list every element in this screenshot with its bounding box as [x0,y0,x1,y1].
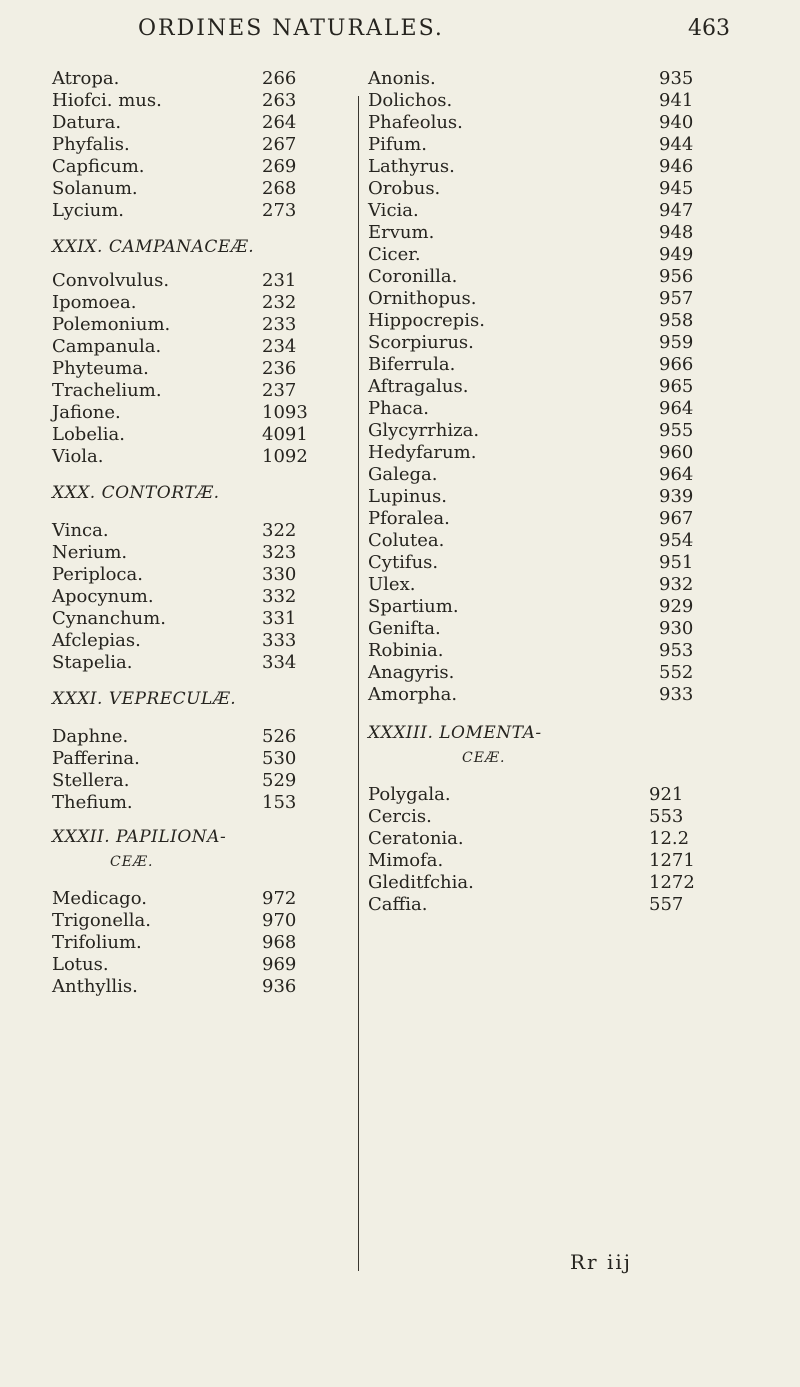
genus-name: Ulex. [368,574,416,595]
genus-entry [52,424,342,446]
genus-name: Polemonium. [52,314,171,335]
genus-number: 965 [659,376,694,397]
genus-name: Stapelia. [52,652,133,673]
genus-name: Hippocrepis. [368,310,485,331]
genus-name: Lathyrus. [368,156,455,177]
genus-name: Hedyfarum. [368,442,477,463]
genus-entry [368,332,743,354]
genus-entry [52,630,342,652]
genus-name: Cicer. [368,244,421,265]
genus-name: Phafeolus. [368,112,463,133]
genus-number: 333 [262,630,297,651]
genus-entry [368,530,743,552]
genus-name: Dolichos. [368,90,453,111]
genus-entry [368,90,743,112]
genus-name: Cynanchum. [52,608,166,629]
genus-list [52,520,342,674]
genus-entry [52,380,342,402]
genus-entry [368,850,743,872]
genus-entry [52,954,342,976]
genus-entry [368,200,743,222]
genus-number: 930 [659,618,694,639]
genus-name: Afclepias. [52,630,141,651]
genus-number: 330 [262,564,297,585]
genus-number: 968 [262,932,297,953]
genus-number: 966 [659,354,694,375]
order-heading-continuation: CEÆ. [110,854,154,870]
genus-number: 935 [659,68,694,89]
genus-entry [52,564,342,586]
genus-number: 972 [262,888,297,909]
genus-name: Convolvulus. [52,270,170,291]
genus-entry [368,894,743,916]
genus-name: Mimofa. [368,850,444,871]
genus-entry [368,574,743,596]
genus-entry [368,288,743,310]
genus-entry [368,134,743,156]
genus-name: Lycium. [52,200,125,221]
genus-name: Spartium. [368,596,459,617]
genus-entry [52,112,342,134]
genus-name: Scorpiurus. [368,332,474,353]
genus-number: 232 [262,292,297,313]
genus-name: Atropa. [52,68,120,89]
genus-number: 948 [659,222,694,243]
genus-name: Caffia. [368,894,428,915]
genus-name: Gleditfchia. [368,872,474,893]
genus-entry [368,266,743,288]
genus-number: 933 [659,684,694,705]
genus-number: 263 [262,90,297,111]
genus-number: 959 [659,332,694,353]
genus-number: 970 [262,910,297,931]
genus-entry [368,112,743,134]
genus-number: 921 [649,784,684,805]
genus-entry [368,596,743,618]
genus-number: 957 [659,288,694,309]
genus-number: 967 [659,508,694,529]
genus-entry [368,618,743,640]
genus-number: 936 [262,976,297,997]
order-heading: XXXII. PAPILIONA- [52,827,227,847]
genus-number: 1093 [262,402,308,423]
genus-name: Anagyris. [368,662,455,683]
genus-entry [52,770,342,792]
genus-number: 264 [262,112,297,133]
genus-entry [368,662,743,684]
genus-entry [368,156,743,178]
genus-name: Periploca. [52,564,143,585]
genus-number: 945 [659,178,694,199]
order-heading-continuation: CEÆ. [462,750,506,766]
genus-entry [52,68,342,90]
genus-number: 944 [659,134,694,155]
genus-entry [52,726,342,748]
genus-number: 530 [262,748,297,769]
genus-entry [52,932,342,954]
genus-entry [52,976,342,998]
genus-number: 322 [262,520,297,541]
genus-entry [52,608,342,630]
genus-name: Lupinus. [368,486,447,507]
genus-number: 529 [262,770,297,791]
genus-entry [368,222,743,244]
genus-number: 231 [262,270,297,291]
genus-name: Nerium. [52,542,128,563]
genus-entry [52,542,342,564]
genus-number: 273 [262,200,297,221]
genus-number: 955 [659,420,694,441]
genus-name: Polygala. [368,784,451,805]
genus-number: 526 [262,726,297,747]
genus-name: Biferrula. [368,354,456,375]
genus-list [52,270,342,468]
column-divider [358,96,359,1271]
genus-number: 949 [659,244,694,265]
genus-name: Ervum. [368,222,435,243]
genus-name: Cytifus. [368,552,439,573]
genus-name: Medicago. [52,888,147,909]
left-column [52,68,342,998]
genus-name: Vicia. [368,200,419,221]
genus-name: Trachelium. [52,380,162,401]
genus-entry [52,446,342,468]
genus-name: Phyteuma. [52,358,149,379]
genus-entry [52,888,342,910]
genus-number: 237 [262,380,297,401]
genus-number: 960 [659,442,694,463]
genus-number: 947 [659,200,694,221]
genus-number: 1271 [649,850,695,871]
genus-name: Daphne. [52,726,129,747]
genus-name: Hiofci. mus. [52,90,162,111]
genus-number: 964 [659,464,694,485]
genus-name: Stellera. [52,770,130,791]
genus-name: Apocynum. [52,586,154,607]
genus-name: Thefium. [52,792,133,813]
genus-number: 12.2 [649,828,690,849]
genus-number: 956 [659,266,694,287]
genus-entry [52,90,342,112]
genus-entry [52,134,342,156]
genus-number: 236 [262,358,297,379]
genus-entry [368,508,743,530]
genus-name: Trifolium. [52,932,142,953]
genus-entry [368,828,743,850]
genus-number: 233 [262,314,297,335]
genus-name: Capficum. [52,156,145,177]
genus-number: 951 [659,552,694,573]
genus-name: Aftragalus. [368,376,469,397]
genus-entry [52,748,342,770]
genus-name: Colutea. [368,530,445,551]
genus-entry [368,178,743,200]
genus-entry [52,520,342,542]
genus-name: Lotus. [52,954,109,975]
genus-number: 969 [262,954,297,975]
genus-number: 552 [659,662,694,683]
genus-name: Phaca. [368,398,429,419]
genus-name: Solanum. [52,178,138,199]
genus-entry [368,464,743,486]
genus-name: Cercis. [368,806,432,827]
genus-entry [368,420,743,442]
genus-entry [368,784,743,806]
genus-entry [52,200,342,222]
right-column [368,68,743,916]
genus-number: 4091 [262,424,308,445]
genus-name: Glycyrrhiza. [368,420,480,441]
genus-entry [368,310,743,332]
genus-number: 954 [659,530,694,551]
genus-list [52,68,342,222]
genus-entry [368,552,743,574]
genus-number: 941 [659,90,694,111]
genus-entry [52,652,342,674]
genus-name: Jafione. [52,402,121,423]
genus-name: Ipomoea. [52,292,137,313]
genus-entry [52,314,342,336]
genus-number: 234 [262,336,297,357]
genus-entry [368,684,743,706]
genus-name: Ceratonia. [368,828,464,849]
genus-number: 266 [262,68,297,89]
genus-entry [52,336,342,358]
genus-entry [52,402,342,424]
genus-entry [368,68,743,90]
genus-number: 929 [659,596,694,617]
genus-list [368,784,743,916]
genus-name: Campanula. [52,336,162,357]
genus-entry [368,398,743,420]
genus-number: 332 [262,586,297,607]
genus-name: Pforalea. [368,508,450,529]
genus-number: 958 [659,310,694,331]
genus-number: 932 [659,574,694,595]
page-number: 463 [688,16,730,41]
genus-name: Genifta. [368,618,441,639]
genus-number: 269 [262,156,297,177]
genus-entry [52,792,342,814]
order-heading: XXX. CONTORTÆ. [52,483,220,503]
genus-name: Trigonella. [52,910,151,931]
genus-number: 268 [262,178,297,199]
genus-number: 953 [659,640,694,661]
genus-name: Anthyllis. [52,976,138,997]
genus-number: 1272 [649,872,695,893]
genus-number: 1092 [262,446,308,467]
genus-name: Robinia. [368,640,444,661]
genus-number: 331 [262,608,297,629]
order-heading: XXIX. CAMPANACEÆ. [52,237,255,257]
genus-number: 940 [659,112,694,133]
genus-number: 553 [649,806,684,827]
genus-entry [52,586,342,608]
genus-entry [368,486,743,508]
genus-entry [52,910,342,932]
genus-name: Ornithopus. [368,288,477,309]
genus-name: Pifum. [368,134,427,155]
order-heading: XXXIII. LOMENTA- [368,723,542,743]
genus-entry [368,872,743,894]
genus-name: Anonis. [368,68,436,89]
genus-entry [52,358,342,380]
genus-entry [368,376,743,398]
genus-name: Pafferina. [52,748,140,769]
genus-name: Coronilla. [368,266,458,287]
genus-number: 153 [262,792,297,813]
genus-entry [368,354,743,376]
genus-number: 946 [659,156,694,177]
genus-list [52,726,342,814]
running-header: ORDINES NATURALES. [138,16,444,41]
genus-entry [368,244,743,266]
genus-number: 334 [262,652,297,673]
genus-entry [52,270,342,292]
signature-mark: Rr iij [570,1250,632,1274]
genus-list [368,68,743,706]
genus-name: Phyfalis. [52,134,130,155]
genus-number: 267 [262,134,297,155]
genus-number: 323 [262,542,297,563]
genus-entry [368,442,743,464]
genus-number: 557 [649,894,684,915]
genus-name: Viola. [52,446,104,467]
order-heading: XXXI. VEPRECULÆ. [52,689,237,709]
genus-entry [368,640,743,662]
genus-entry [52,156,342,178]
genus-name: Amorpha. [368,684,458,705]
genus-name: Lobelia. [52,424,125,445]
genus-list [52,888,342,998]
genus-number: 939 [659,486,694,507]
genus-name: Datura. [52,112,122,133]
genus-name: Galega. [368,464,438,485]
genus-number: 964 [659,398,694,419]
genus-entry [52,292,342,314]
genus-name: Orobus. [368,178,441,199]
genus-name: Vinca. [52,520,109,541]
genus-entry [52,178,342,200]
genus-entry [368,806,743,828]
